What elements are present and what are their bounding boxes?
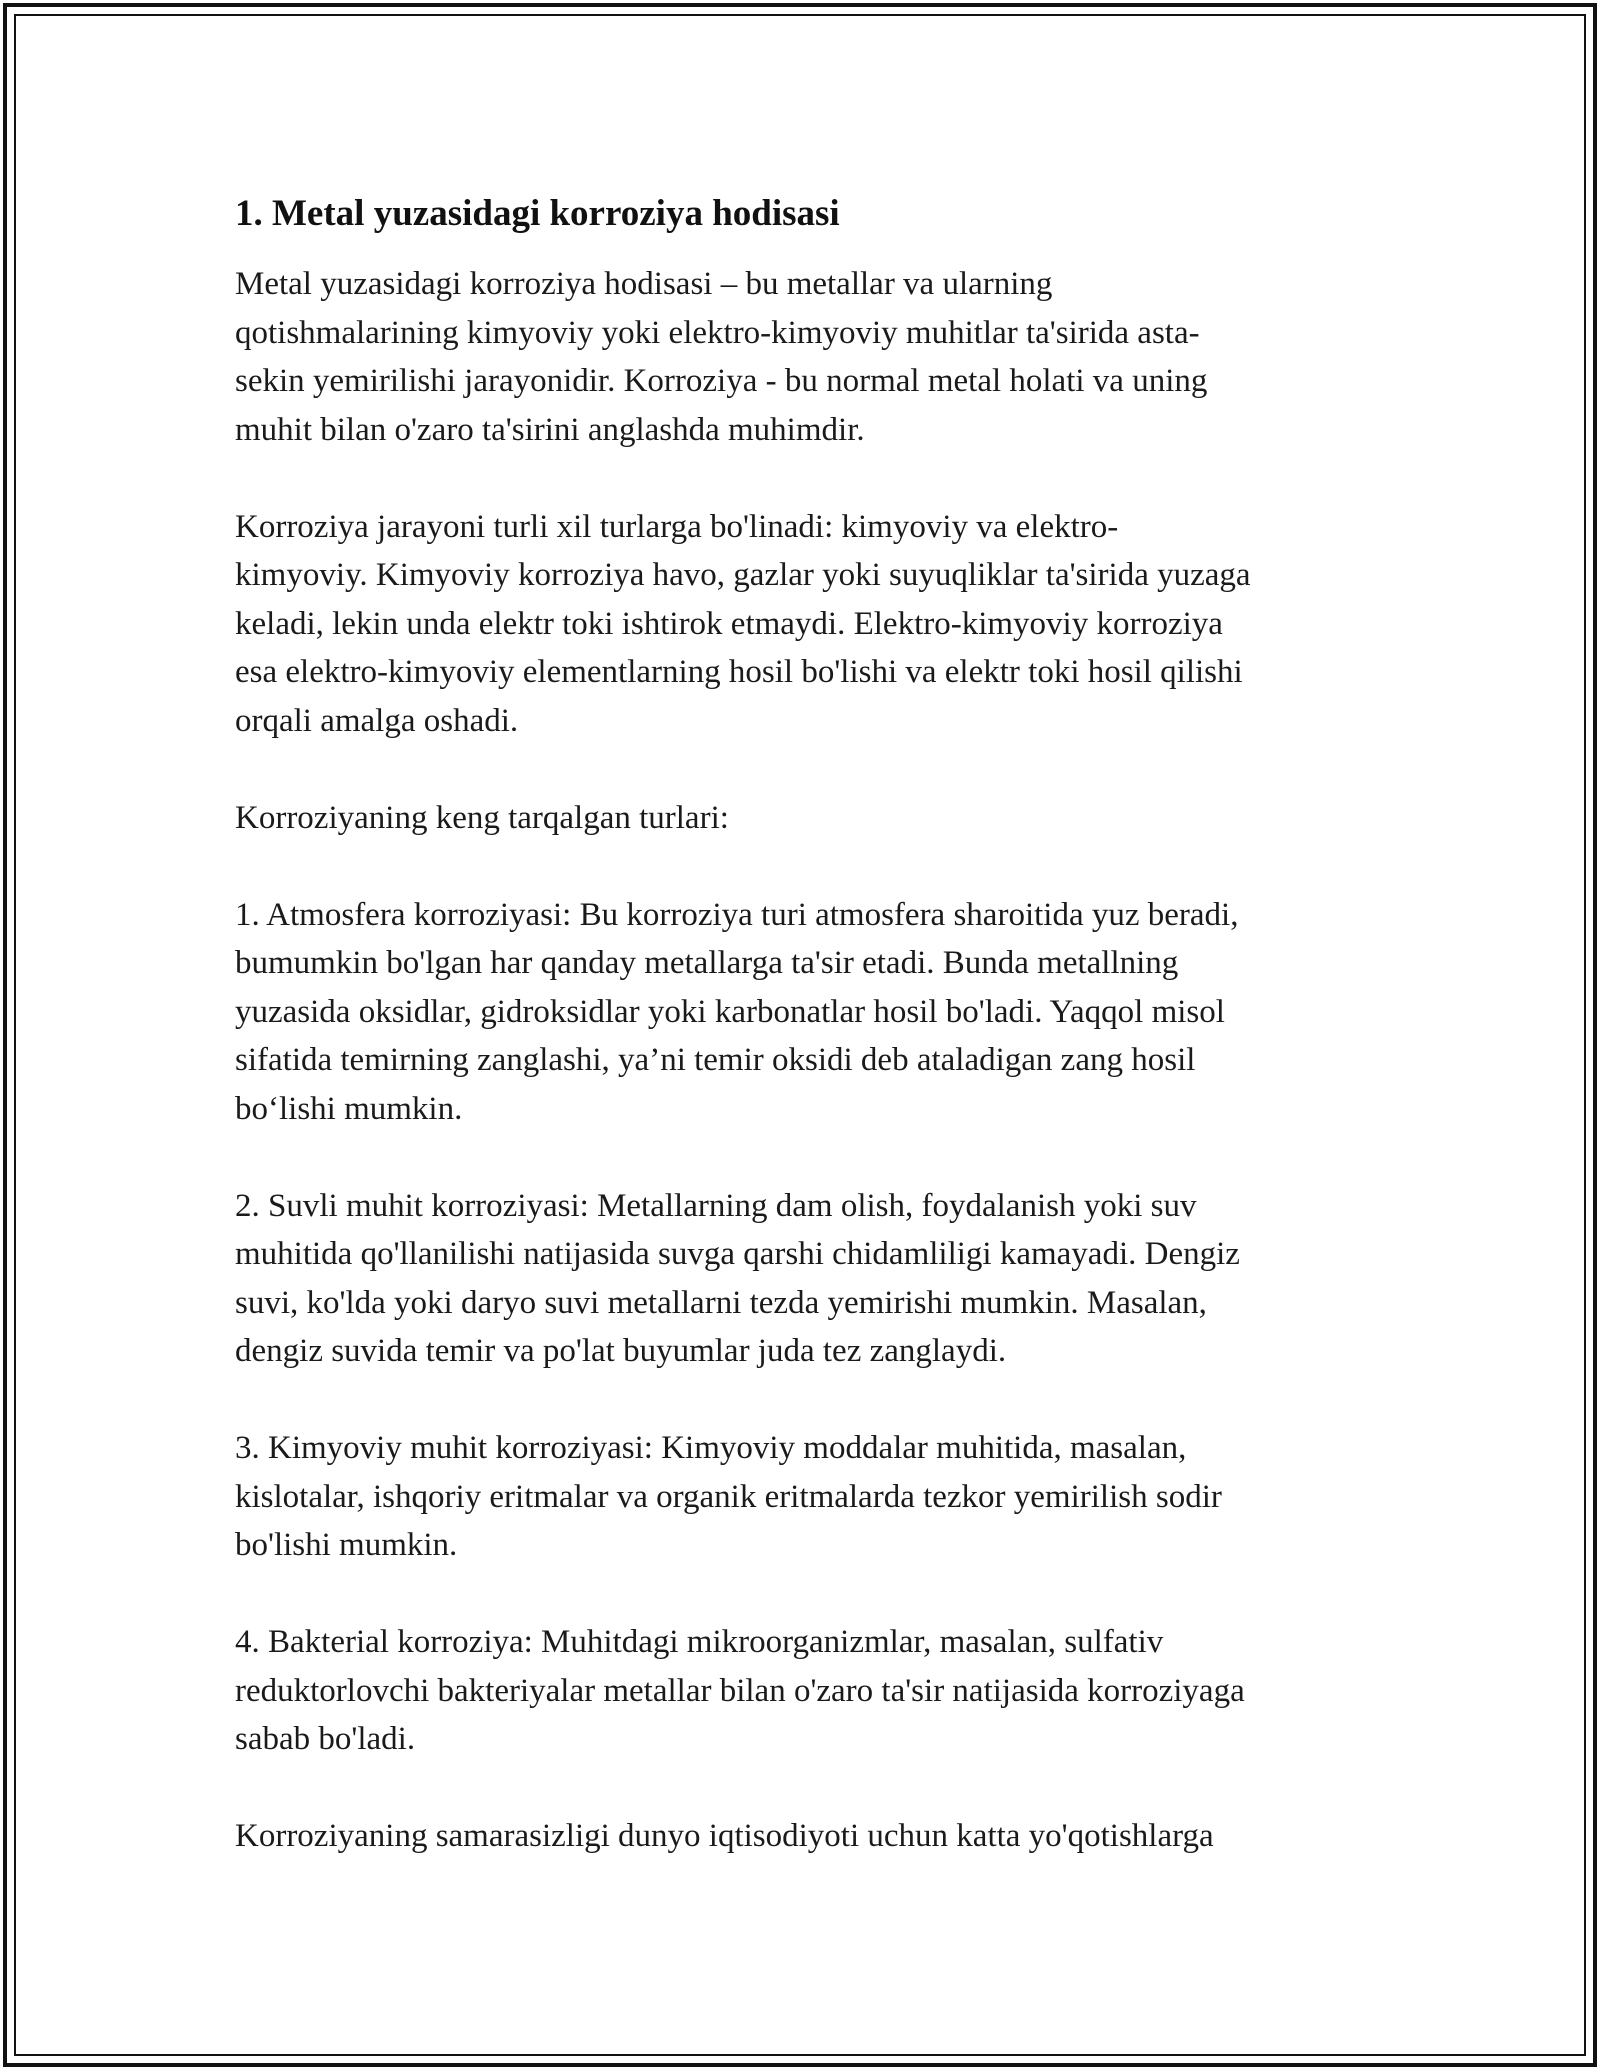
text-line: orqali amalga oshadi. [235,702,519,739]
document-title: 1. Metal yuzasidagi korroziya hodisasi [235,193,840,234]
text-line: suvi, ko'lda yoki daryo suvi metallarni tezda yemirishi mumkin. Masalan, [235,1284,1207,1321]
text-line: bo'lishi mumkin. [235,1527,458,1563]
text-line: 4. Bakterial korroziya: Muhitdagi mikroorganizmlar, masalan, sulfativ [235,1624,1164,1660]
text-line: Korroziya jarayoni turli xil turlarga bo'linadi: kimyoviy va elektro- [235,508,1119,545]
text-line: kislotalar, ishqoriy eritmalar va organik eritmalarda tezkor yemirilish sodir [235,1478,1222,1515]
list-item-chemical [235,1424,1395,1570]
document-body [235,188,1395,1909]
text-line: muhit bilan o'zaro ta'sirini anglashda muhimdir. [235,411,865,448]
paragraph-types [235,503,1395,746]
text-line: bumumkin bo'lgan har qanday metallarga ta'sir etadi. Bunda metallning [235,945,1179,981]
text-line: dengiz suvida temir va po'lat buyumlar juda tez zanglaydi. [235,1333,1007,1369]
text-line: 1. Atmosfera korroziyasi: Bu korroziya turi atmosfera sharoitida yuz beradi, [235,896,1239,933]
text-line: keladi, lekin unda elektr toki ishtirok etmaydi. Elektro-kimyoviy korroziya [235,605,1223,642]
list-item-atmospheric [235,891,1395,1134]
list-item-aqueous [235,1182,1395,1376]
paragraph-list-intro [235,794,1395,843]
text-line: Metal yuzasidagi korroziya hodisasi – bu metallar va ularning [235,266,1053,302]
text-line: sifatida temirning zanglashi, ya’ni temir oksidi deb ataladigan zang hosil [235,1042,1196,1078]
text-line: 2. Suvli muhit korroziyasi: Metallarning dam olish, foydalanish yoki suv [235,1187,1197,1224]
text-line: Korroziyaning samarasizligi dunyo iqtisodiyoti uchun katta yo'qotishlarga [235,1818,1214,1854]
paragraph-conclusion [235,1812,1395,1861]
text-line: Korroziyaning keng tarqalgan turlari: [235,799,729,836]
list-item-bacterial [235,1618,1395,1764]
text-line: bo‘lishi mumkin. [235,1090,463,1127]
text-line: qotishmalarining kimyoviy yoki elektro-kimyoviy muhitlar ta'sirida asta- [235,314,1200,351]
text-line: 3. Kimyoviy muhit korroziyasi: Kimyoviy moddalar muhitida, masalan, [235,1430,1187,1466]
text-line: kimyoviy. Kimyoviy korroziya havo, gazlar yoki suyuqliklar ta'sirida yuzaga [235,557,1251,593]
text-line: yuzasida oksidlar, gidroksidlar yoki karbonatlar hosil bo'ladi. Yaqqol misol [235,993,1225,1030]
text-line: muhitida qo'llanilishi natijasida suvga qarshi chidamliligi kamayadi. Dengiz [235,1236,1240,1272]
text-line: esa elektro-kimyoviy elementlarning hosil bo'lishi va elektr toki hosil qilishi [235,654,1243,690]
text-line: sabab bo'ladi. [235,1721,416,1757]
text-line: reduktorlovchi bakteriyalar metallar bilan o'zaro ta'sir natijasida korroziyaga [235,1672,1245,1709]
text-line: sekin yemirilishi jarayonidir. Korroziya - bu normal metal holati va uning [235,363,1208,399]
paragraph-intro [235,260,1395,454]
